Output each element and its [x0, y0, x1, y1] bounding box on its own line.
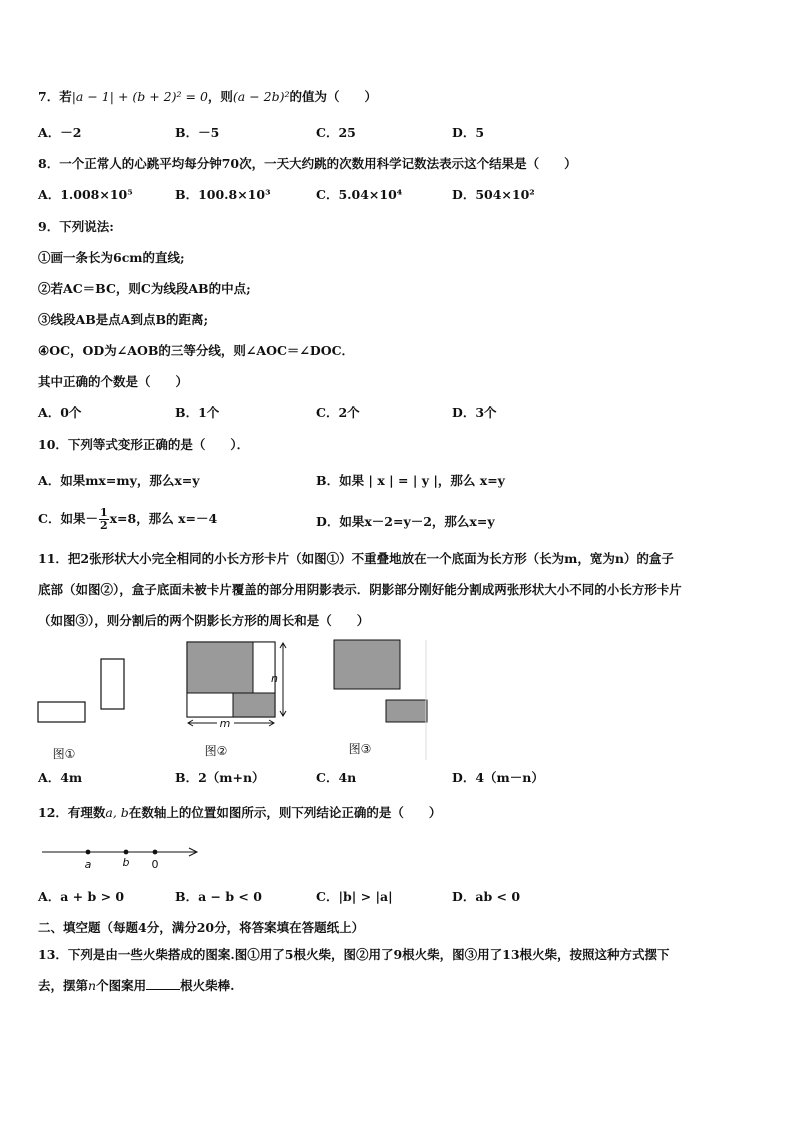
- q8-option-a[interactable]: A．1.008×10⁵: [38, 187, 133, 202]
- q10-option-c-fraction: [99, 507, 109, 532]
- q9-stem: 9．下列说法:: [38, 219, 114, 234]
- fraction-denominator: 2: [99, 519, 108, 532]
- q12-number-line: [38, 840, 208, 870]
- q7-expr2: (a − 2b)²: [232, 89, 290, 104]
- point-zero: [153, 850, 158, 855]
- section-heading: 二、填空题（每题4分，满分20分，将答案填在答题纸上）: [38, 920, 365, 935]
- q10-option-a[interactable]: A．如果mx=my，那么x=y: [38, 473, 200, 488]
- q13-line-2-post: 根火柴棒.: [180, 978, 235, 993]
- q11-option-a[interactable]: A．4m: [38, 770, 83, 785]
- q12-option-a[interactable]: A．a + b > 0: [38, 889, 125, 904]
- q12-vars: a, b: [105, 805, 129, 820]
- q9-item-3: ③线段AB是点A到点B的距离;: [38, 312, 209, 327]
- q11-figures: [34, 638, 434, 763]
- q7-number: 7．: [38, 89, 60, 104]
- q10-option-d[interactable]: D．如果x－2=y－2，那么x=y: [316, 514, 495, 529]
- q10-option-c[interactable]: [38, 506, 217, 532]
- fig2-shade-small: [233, 693, 275, 717]
- q7-expr1: |a − 1| + (b + 2)² = 0: [71, 89, 208, 104]
- q9-question: 其中正确的个数是（ ）: [38, 374, 189, 389]
- q8-option-c[interactable]: C．5.04×10⁴: [316, 187, 403, 202]
- q13-line-2-mid: 个图案用: [96, 978, 147, 993]
- q12-option-b[interactable]: B．a − b < 0: [175, 889, 262, 904]
- q7-post: 的值为（ ）: [289, 89, 378, 104]
- q11-line-2: 底部（如图②），盒子底面未被卡片覆盖的部分用阴影表示．阴影部分刚好能分割成两张形状大小不同的小长方形卡片: [38, 582, 682, 597]
- q11-option-d[interactable]: D．4（m－n）: [452, 770, 544, 785]
- q13-var-n: n: [88, 978, 97, 993]
- q11-line-1: 11．把2张形状大小完全相同的小长方形卡片（如图①）不重叠地放在一个底面为长方形（长为m，宽为n）的盒子: [38, 551, 674, 566]
- q7-option-c[interactable]: C．25: [316, 125, 356, 140]
- fig2-shade-large: [187, 642, 253, 693]
- fig3-shade-small: [386, 700, 427, 722]
- point-a: [86, 850, 91, 855]
- q7-pre: 若: [59, 89, 72, 104]
- fig1-card-vertical: [101, 659, 124, 709]
- q7-option-a[interactable]: A．－2: [38, 125, 82, 140]
- q10-option-b[interactable]: B．如果 | x | = | y |，那么 x=y: [316, 473, 505, 488]
- fig3-label: 图③: [348, 742, 372, 756]
- dim-m-label: m: [219, 717, 231, 730]
- q13-line-2: [38, 977, 234, 995]
- fig2-card-horizontal: [187, 693, 233, 717]
- fig1-label: 图①: [52, 747, 76, 761]
- fig3-shade-large: [334, 640, 400, 689]
- dim-n-label: n: [271, 672, 278, 685]
- q9-item-4: ④OC，OD为∠AOB的三等分线，则∠AOC＝∠DOC．: [38, 343, 355, 358]
- q9-option-a[interactable]: A．0个: [38, 405, 82, 420]
- q7-stem: [38, 88, 377, 106]
- fig2-label: 图②: [204, 744, 228, 758]
- q9-option-d[interactable]: D．3个: [452, 405, 497, 420]
- q9-item-1: ①画一条长为6cm的直线;: [38, 250, 185, 265]
- q12-post: 在数轴上的位置如图所示，则下列结论正确的是（ ）: [128, 805, 442, 820]
- fig1-card-horizontal: [38, 702, 85, 722]
- q8-option-d[interactable]: D．504×10²: [452, 187, 535, 202]
- q12-stem: [38, 804, 441, 822]
- point-b: [124, 850, 129, 855]
- q10-option-c-post: x=8，那么 x=－4: [109, 511, 218, 526]
- fraction-numerator: 1: [99, 506, 108, 519]
- q11-line-3: （如图③），则分割后的两个阴影长方形的周长和是（ ）: [38, 613, 370, 628]
- q11-option-c[interactable]: C．4n: [316, 770, 357, 785]
- q11-option-b[interactable]: B．2（m+n）: [175, 770, 265, 785]
- fig2-card-vertical: [253, 642, 275, 693]
- q9-option-b[interactable]: B．1个: [175, 405, 220, 420]
- q10-stem: 10．下列等式变形正确的是（ ）．: [38, 437, 250, 452]
- answer-blank[interactable]: [146, 977, 180, 990]
- q9-option-c[interactable]: C．2个: [316, 405, 360, 420]
- q13-line-1: 13．下列是由一些火柴搭成的图案.图①用了5根火柴，图②用了9根火柴，图③用了13根火柴，按照这种方式摆下: [38, 947, 670, 962]
- q7-option-b[interactable]: B．－5: [175, 125, 220, 140]
- q12-option-c[interactable]: C．|b| > |a|: [316, 889, 393, 904]
- q7-option-d[interactable]: D．5: [452, 125, 485, 140]
- q12-pre: 12．有理数: [38, 805, 106, 820]
- q7-mid: ，则: [207, 89, 233, 104]
- q10-option-c-pre: C．如果－: [38, 511, 98, 526]
- q13-line-2-pre: 去，摆第: [38, 978, 89, 993]
- label-b: b: [122, 856, 130, 869]
- q8-stem: 8．一个正常人的心跳平均每分钟70次，一天大约跳的次数用科学记数法表示这个结果是（ ）: [38, 156, 577, 171]
- q9-item-2: ②若AC＝BC，则C为线段AB的中点;: [38, 281, 251, 296]
- label-a: a: [84, 858, 92, 870]
- label-zero: 0: [151, 858, 159, 870]
- q8-option-b[interactable]: B．100.8×10³: [175, 187, 271, 202]
- q12-option-d[interactable]: D．ab < 0: [452, 889, 521, 904]
